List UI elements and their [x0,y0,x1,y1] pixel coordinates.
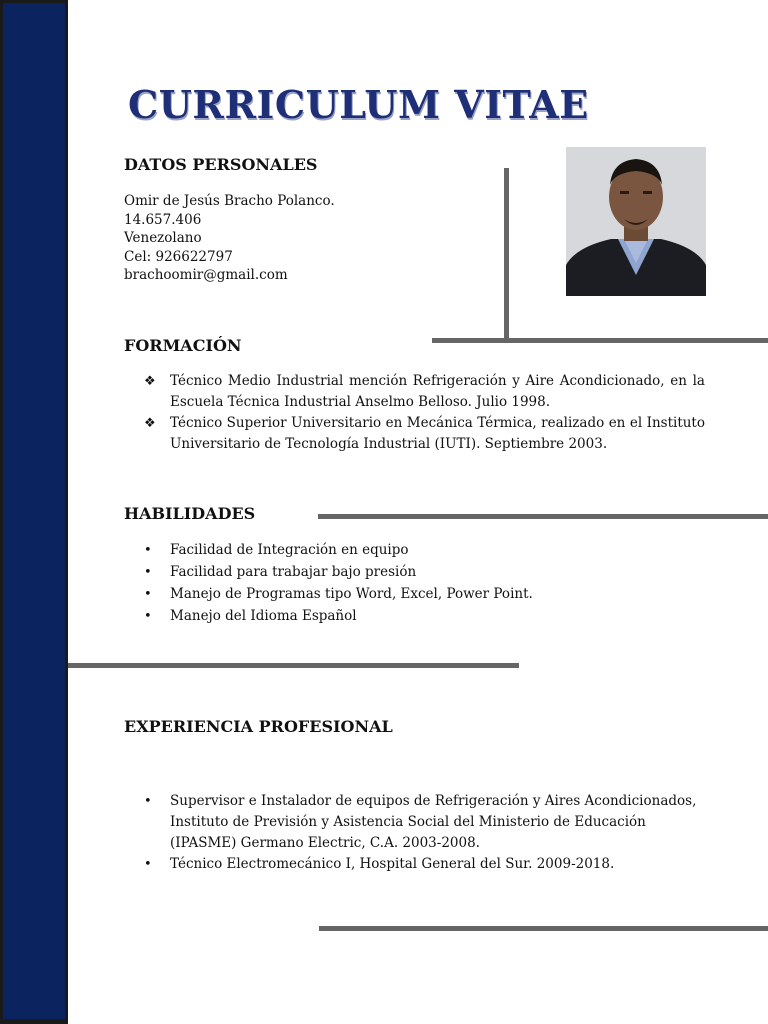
list-item: • Manejo del Idioma Español [124,606,724,627]
list-item: • Facilidad de Integración en equipo [124,540,724,561]
dot-bullet-icon: • [144,857,152,872]
list-item: • Facilidad para trabajar bajo presión [124,562,724,583]
page-title: CURRICULUM VITAE [128,82,589,127]
experiencia-list [124,791,714,875]
list-item: • Técnico Electromecánico I, Hospital General del Sur. 2009-2018. [124,854,714,875]
personal-details [124,192,335,285]
email: brachoomir@gmail.com [124,267,288,283]
divider-habilidades [318,514,768,519]
sidebar-band [0,0,68,1024]
phone: Cel: 926622797 [124,248,233,265]
id-number: 14.657.406 [124,211,202,228]
diamond-bullet-icon: ❖ [144,374,156,389]
list-item: ❖ Técnico Superior Universitario en Mecánica Térmica, realizado en el Instituto Universitario de Tecnología Industrial (IUTI). Septiembre 2003. [144,415,705,452]
divider-bottom [319,926,768,931]
dot-bullet-icon: • [144,543,152,558]
list-item: • Supervisor e Instalador de equipos de Refrigeración y Aires Acondicionados, Instituto de Previsión y Asistencia Social del Ministerio de Educación (IPASME) Germano Electric, C.A. 2003-2008. [144,793,697,851]
formacion-list [124,371,705,455]
dot-bullet-icon: • [144,565,152,580]
diamond-bullet-icon: ❖ [144,416,156,431]
divider-vertical [504,168,509,342]
nationality: Venezolano [124,230,202,246]
dot-bullet-icon: • [144,587,152,602]
heading-datos-personales: DATOS PERSONALES [124,155,318,174]
dot-bullet-icon: • [144,794,152,809]
person-portrait-icon [566,147,706,296]
heading-habilidades: HABILIDADES [124,504,256,523]
dot-bullet-icon: • [144,609,152,624]
divider-formacion [432,338,768,343]
list-item: • Manejo de Programas tipo Word, Excel, Power Point. [124,584,724,605]
habilidades-list [124,540,724,627]
divider-experiencia [68,663,519,668]
heading-formacion: FORMACIÓN [124,336,242,355]
sidebar-band-fill [3,3,65,1019]
list-item: ❖ Técnico Medio Industrial mención Refrigeración y Aire Acondicionado, en la Escuela Técnica Industrial Anselmo Belloso. Julio 1998. [144,373,705,410]
profile-photo [566,147,706,296]
person-name: Omir de Jesús Bracho Polanco. [124,193,335,209]
heading-experiencia: EXPERIENCIA PROFESIONAL [124,717,393,736]
